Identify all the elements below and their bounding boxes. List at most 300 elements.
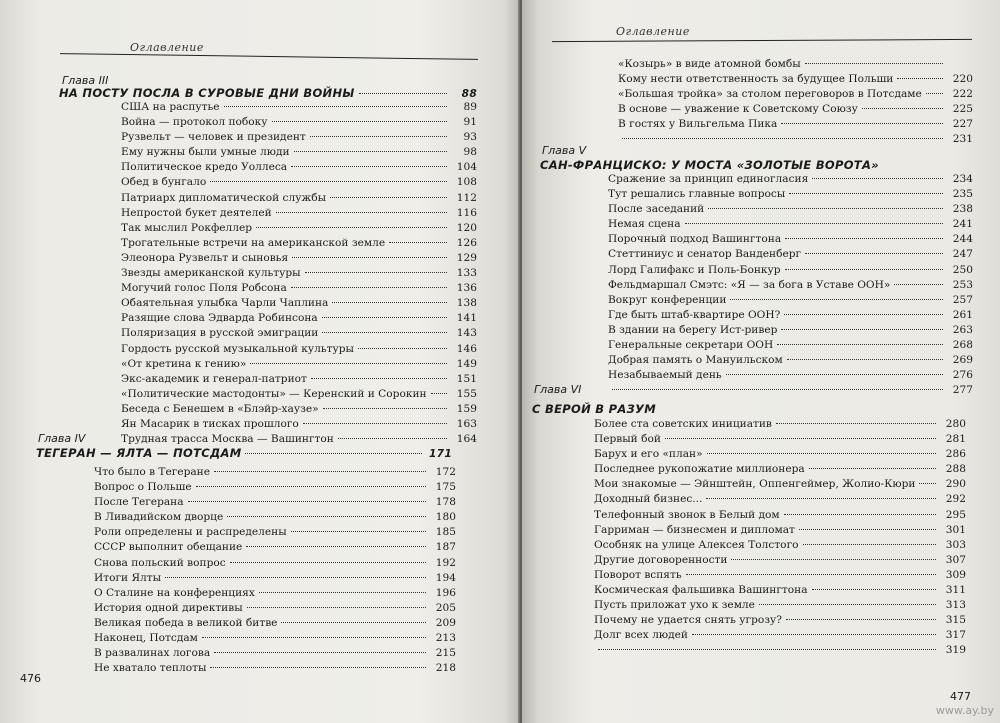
toc-entry [121, 252, 477, 267]
toc-entry-page: 261 [952, 308, 973, 321]
toc-entry-title: Обед в бунгало [121, 176, 207, 189]
toc-entry-title: Звезды американской культуры [121, 267, 301, 280]
dot-leader [202, 637, 426, 638]
toc-entry [121, 267, 477, 282]
toc-entry-page: 175 [435, 481, 456, 494]
toc-entry [94, 647, 456, 662]
chapter-title-text: НА ПОСТУ ПОСЛА В СУРОВЫЕ ДНИ ВОЙНЫ [59, 86, 355, 100]
toc-entry [121, 161, 477, 176]
toc-entry [608, 218, 973, 233]
toc-entry-title: Беседа с Бенешем в «Блэйр-хаузе» [121, 402, 319, 415]
chapter-label: Глава V [542, 144, 587, 157]
header-rule [60, 53, 478, 60]
toc-entry-page: 244 [952, 233, 973, 246]
dot-leader [210, 181, 447, 182]
toc-entry-title: Итоги Ялты [94, 571, 162, 584]
toc-entry-page: 288 [945, 463, 966, 476]
toc-entry [594, 433, 966, 448]
dot-leader [224, 106, 447, 107]
toc-entry-page: 253 [952, 278, 973, 291]
dot-leader [210, 667, 426, 668]
toc-entry [618, 118, 973, 133]
toc-entry [121, 312, 477, 327]
toc-entry-page: 172 [435, 466, 456, 478]
watermark: www.ay.by [935, 704, 994, 717]
toc-entry-title: Ян Масарик в тисках прошлого [121, 417, 299, 430]
dot-leader [777, 344, 943, 345]
dot-leader [431, 393, 447, 394]
dot-leader [785, 269, 943, 270]
toc-entry-page: 286 [945, 448, 966, 461]
page-number: 476 [20, 672, 41, 685]
toc-entry [594, 448, 966, 463]
toc-entry [121, 101, 477, 116]
toc-entry-page: 151 [456, 372, 477, 385]
toc-entry [121, 131, 477, 146]
toc-entry [121, 176, 477, 191]
toc-entry-page: 290 [945, 478, 966, 491]
toc-entry [608, 264, 973, 279]
entry-list [608, 173, 973, 399]
dot-leader [292, 257, 447, 258]
toc-entry-page: 276 [952, 369, 973, 382]
toc-entry-page: 235 [952, 188, 973, 201]
toc-entry-title: Космическая фальшивка Вашингтона [594, 584, 808, 597]
page-number: 477 [950, 690, 971, 703]
toc-entry [121, 327, 477, 342]
toc-entry-title: Обаятельная улыбка Чарли Чаплина [121, 297, 329, 310]
toc-entry-page: 218 [435, 662, 456, 675]
dot-leader [894, 284, 943, 285]
toc-entry-page: 315 [945, 614, 966, 627]
dot-leader [784, 314, 943, 315]
toc-entry-title: Гордость русской музыкальной культуры [121, 342, 354, 355]
dot-leader [598, 649, 936, 650]
toc-entry-title: Телефонный звонок в Белый дом [594, 508, 780, 521]
dot-leader [812, 589, 936, 590]
toc-entry [594, 614, 966, 629]
dot-leader [214, 652, 426, 653]
toc-entry-title: История одной директивы [94, 601, 243, 614]
entry-list [121, 101, 477, 448]
dot-leader [622, 138, 943, 139]
toc-entry [618, 58, 973, 73]
toc-entry-title: Трогательные встречи на американской земле [121, 236, 386, 249]
toc-entry [121, 373, 477, 388]
toc-entry-page: 317 [945, 629, 966, 642]
toc-entry [94, 496, 456, 511]
toc-entry-page: 178 [435, 496, 456, 509]
toc-entry [121, 146, 477, 161]
toc-entry-title: Более ста советских инициатив [594, 418, 772, 430]
dot-leader [789, 193, 943, 194]
dot-leader [332, 302, 447, 303]
toc-entry-page: 120 [456, 221, 477, 234]
dot-leader [708, 208, 943, 209]
dot-leader [311, 378, 447, 379]
toc-entry-title: Стеттиниус и сенатор Ванденберг [608, 248, 802, 261]
entry-list [618, 58, 973, 149]
toc-entry [608, 203, 973, 218]
dot-leader [685, 223, 943, 224]
toc-entry [121, 388, 477, 403]
dot-leader [730, 299, 943, 300]
toc-entry-title: Ему нужны были умные люди [121, 146, 290, 159]
toc-entry [94, 602, 456, 617]
dot-leader [781, 329, 943, 330]
toc-entry-page: 91 [463, 116, 477, 129]
toc-entry [94, 466, 456, 481]
toc-entry-page: 269 [952, 354, 973, 367]
dot-leader [214, 471, 426, 472]
toc-entry-title: Поворот вспять [594, 568, 682, 581]
right-page [522, 0, 1000, 723]
toc-entry [94, 557, 456, 572]
toc-entry [608, 369, 973, 384]
dot-leader [731, 559, 936, 560]
toc-entry [121, 282, 477, 297]
toc-entry [121, 418, 477, 433]
toc-entry [94, 541, 456, 556]
toc-entry-page: 281 [945, 433, 966, 446]
dot-leader [165, 577, 426, 578]
dot-leader [291, 166, 447, 167]
toc-entry [121, 343, 477, 358]
dot-leader [803, 544, 937, 545]
toc-entry-page: 192 [435, 556, 456, 569]
toc-entry-page: 196 [435, 586, 456, 599]
toc-entry-title: Немая сцена [608, 218, 681, 231]
toc-entry-page: 303 [945, 538, 966, 551]
dot-leader [256, 227, 447, 228]
toc-entry-title: После заседаний [608, 203, 705, 216]
dot-leader [862, 108, 943, 109]
toc-entry-page: 277 [952, 384, 973, 397]
toc-entry-page: 93 [463, 131, 477, 144]
toc-entry-page: 187 [435, 541, 456, 554]
dot-leader [389, 242, 447, 243]
chapter-page-number: 171 [428, 448, 452, 460]
dot-leader [196, 486, 426, 487]
toc-entry [94, 526, 456, 541]
toc-entry [594, 644, 966, 659]
running-head: Оглавление [130, 41, 204, 54]
toc-entry-page: 247 [952, 248, 973, 261]
toc-entry-title: США на распутье [121, 101, 220, 113]
toc-entry-title: В основе — уважение к Советскому Союзу [618, 103, 858, 116]
dot-leader [281, 622, 426, 623]
dot-leader [926, 93, 943, 94]
dot-leader [812, 178, 943, 179]
toc-entry-title: Фельдмаршал Смэтс: «Я — за бога в Уставе ООН» [608, 278, 891, 291]
toc-entry [94, 572, 456, 587]
toc-entry-title: Разящие слова Эдварда Робинсона [121, 312, 318, 325]
toc-entry-title: Могучий голос Поля Робсона [121, 282, 287, 295]
toc-entry-page: 141 [456, 312, 477, 325]
toc-entry-title: Снова польский вопрос [94, 556, 226, 569]
toc-entry-page: 116 [456, 206, 477, 219]
toc-entry-title: Первый бой [594, 433, 661, 446]
toc-entry-page: 126 [456, 236, 477, 249]
dot-leader [809, 468, 936, 469]
toc-entry [121, 207, 477, 222]
toc-entry-title: Вопрос о Польше [94, 481, 192, 494]
dot-leader [786, 619, 936, 620]
dot-leader [323, 408, 447, 409]
toc-entry-page: 309 [945, 568, 966, 581]
toc-entry [594, 599, 966, 614]
toc-entry-title: Пусть приложат ухо к земле [594, 599, 755, 612]
dot-leader [919, 483, 936, 484]
toc-entry-title: Особняк на улице Алексея Толстого [594, 538, 799, 551]
dot-leader [706, 498, 936, 499]
toc-entry [608, 248, 973, 263]
dot-leader [805, 63, 943, 64]
dot-leader [897, 78, 943, 79]
toc-entry-title: Порочный подход Вашингтона [608, 233, 782, 246]
toc-entry [94, 662, 456, 677]
toc-entry-title: Рузвельт — человек и президент [121, 131, 306, 144]
toc-entry-title: Непростой букет деятелей [121, 206, 272, 219]
toc-entry [94, 587, 456, 602]
toc-entry-title: В развалинах логова [94, 647, 211, 660]
toc-entry-page: 234 [952, 173, 973, 185]
toc-entry-page: 231 [952, 133, 973, 146]
toc-entry-page: 225 [952, 103, 973, 116]
toc-entry-title: Патриарх дипломатической службы [121, 191, 327, 204]
dot-leader [291, 531, 426, 532]
dot-leader [330, 197, 447, 198]
toc-entry-page: 159 [456, 402, 477, 415]
toc-entry [121, 116, 477, 131]
toc-entry-title: Так мыслил Рокфеллер [121, 221, 253, 234]
toc-entry-page: 136 [456, 282, 477, 295]
toc-entry [594, 509, 966, 524]
dot-leader [759, 604, 936, 605]
dot-leader [276, 212, 447, 213]
dot-leader [612, 389, 943, 390]
toc-entry [121, 192, 477, 207]
toc-entry-page: 163 [456, 417, 477, 430]
dot-leader [188, 501, 426, 502]
toc-entry-page: 209 [435, 616, 456, 629]
toc-entry-page: 292 [945, 493, 966, 506]
chapter-title-text: САН-ФРАНЦИСКО: У МОСТА «ЗОЛОТЫЕ ВОРОТА» [540, 158, 879, 172]
toc-entry-page: 112 [456, 191, 477, 204]
toc-entry-page: 307 [945, 553, 966, 566]
toc-entry-title: В гостях у Вильгельма Пика [618, 118, 778, 131]
dot-leader [322, 332, 447, 333]
toc-entry-page: 104 [456, 161, 477, 174]
toc-entry-title: В здании на берегу Ист-ривер [608, 323, 778, 336]
header-rule [552, 39, 972, 42]
toc-entry [608, 354, 973, 369]
dot-leader [245, 453, 422, 454]
toc-entry-title: Поляризация в русской эмиграции [121, 327, 319, 340]
toc-entry-title: «Большая тройка» за столом переговоров в Потсдаме [618, 88, 922, 101]
toc-entry [618, 88, 973, 103]
chapter-page-number: 88 [461, 88, 477, 100]
toc-entry [594, 539, 966, 554]
toc-entry-title: После Тегерана [94, 496, 184, 509]
chapter-title [59, 86, 477, 100]
toc-entry [594, 493, 966, 508]
toc-entry-title: СССР выполнит обещание [94, 541, 243, 554]
toc-entry-title: Генеральные секретари ООН [608, 339, 774, 352]
dot-leader [785, 238, 943, 239]
toc-entry-page: 194 [435, 571, 456, 584]
toc-entry [608, 309, 973, 324]
toc-entry-page: 129 [456, 251, 477, 264]
dot-leader [250, 363, 447, 364]
toc-entry-title: В Ливадийском дворце [94, 511, 224, 524]
toc-entry [608, 188, 973, 203]
toc-entry-page: 180 [435, 511, 456, 524]
toc-entry-page: 146 [456, 342, 477, 355]
toc-entry-title: Наконец, Потсдам [94, 632, 198, 645]
dot-leader [665, 438, 936, 439]
toc-entry-title: Что было в Тегеране [94, 466, 210, 478]
toc-entry-title: Вокруг конференции [608, 293, 727, 306]
toc-entry [608, 324, 973, 339]
toc-entry-title: Элеонора Рузвельт и сыновья [121, 251, 289, 264]
toc-entry-title: Война — протокол побоку [121, 116, 268, 129]
dot-leader [305, 272, 447, 273]
entry-list [94, 466, 456, 677]
toc-entry-page: 108 [456, 176, 477, 189]
toc-entry-title: Политическое кредо Уоллеса [121, 161, 288, 174]
chapter-title [540, 158, 879, 172]
toc-entry-title: Долг всех людей [594, 629, 688, 642]
toc-entry-page: 149 [456, 357, 477, 370]
toc-entry [121, 358, 477, 373]
dot-leader [776, 423, 936, 424]
toc-entry-page: 250 [952, 263, 973, 276]
toc-entry-title: Трудная трасса Москва — Вашингтон [121, 433, 334, 446]
toc-entry-page: 98 [463, 146, 477, 159]
toc-entry-title: «Козырь» в виде атомной бомбы [618, 58, 801, 70]
toc-entry-page: 220 [952, 73, 973, 86]
toc-entry [594, 418, 966, 433]
toc-entry-page: 89 [463, 101, 477, 113]
chapter-label: Глава IV [38, 432, 86, 445]
chapter-label: Глава VI [534, 383, 582, 396]
toc-entry-title: Где быть штаб-квартире ООН? [608, 308, 781, 321]
toc-entry [594, 463, 966, 478]
toc-entry-page: 222 [952, 88, 973, 101]
dot-leader [784, 514, 936, 515]
toc-entry [594, 584, 966, 599]
toc-entry-title: Лорд Галифакс и Поль-Бонкур [608, 263, 781, 276]
toc-entry [618, 103, 973, 118]
toc-entry-page: 268 [952, 339, 973, 352]
toc-entry [618, 73, 973, 88]
toc-entry-title: Тут решались главные вопросы [608, 188, 786, 201]
dot-leader [707, 453, 936, 454]
toc-entry-title: Добрая память о Мануильском [608, 354, 783, 367]
dot-leader [272, 121, 447, 122]
toc-entry-page: 227 [952, 118, 973, 131]
toc-entry [594, 629, 966, 644]
toc-entry [608, 173, 973, 188]
dot-leader [781, 123, 943, 124]
toc-entry-page: 133 [456, 267, 477, 280]
dot-leader [726, 374, 943, 375]
toc-entry-page: 311 [945, 584, 966, 597]
dot-leader [787, 359, 943, 360]
toc-entry [94, 617, 456, 632]
dot-leader [259, 592, 426, 593]
toc-entry-page: 280 [945, 418, 966, 430]
toc-entry-title: Роли определены и распределены [94, 526, 287, 539]
chapter-title [36, 446, 452, 460]
dot-leader [322, 317, 447, 318]
chapter-label: Глава III [62, 74, 109, 87]
toc-entry-title: Великая победа в великой битве [94, 616, 278, 629]
toc-entry-title: Гарриман — бизнесмен и дипломат [594, 523, 795, 536]
dot-leader [303, 423, 447, 424]
toc-entry-title: Мои знакомые — Эйнштейн, Оппенгеймер, Жолио-Кюри [594, 478, 916, 491]
toc-entry [594, 524, 966, 539]
dot-leader [291, 287, 447, 288]
toc-entry-title: Доходный бизнес... [594, 493, 703, 506]
toc-entry-page: 257 [952, 293, 973, 306]
toc-entry [594, 569, 966, 584]
toc-entry-page: 215 [435, 647, 456, 660]
toc-entry [618, 133, 973, 148]
dot-leader [247, 607, 426, 608]
toc-entry [608, 294, 973, 309]
toc-entry-page: 301 [945, 523, 966, 536]
dot-leader [227, 516, 426, 517]
toc-entry-title: Не хватало теплоты [94, 662, 207, 675]
toc-entry [608, 384, 973, 399]
toc-entry-title: «Политические мастодонты» — Керенский и Сорокин [121, 387, 427, 400]
toc-entry [94, 632, 456, 647]
toc-entry-title: Барух и его «план» [594, 448, 703, 461]
toc-entry [94, 511, 456, 526]
dot-leader [799, 529, 936, 530]
toc-entry-page: 138 [456, 297, 477, 310]
toc-entry-page: 319 [945, 644, 966, 657]
toc-entry [94, 481, 456, 496]
toc-entry-page: 205 [435, 601, 456, 614]
toc-entry-title: Сражение за принцип единогласия [608, 173, 809, 185]
toc-entry-page: 313 [945, 599, 966, 612]
toc-entry-page: 143 [456, 327, 477, 340]
toc-entry-title: «От кретина к гению» [121, 357, 247, 370]
toc-entry-page: 164 [456, 433, 477, 446]
toc-entry-title: Незабываемый день [608, 369, 722, 382]
toc-entry-page: 155 [456, 387, 477, 400]
dot-leader [358, 348, 447, 349]
toc-entry [121, 222, 477, 237]
toc-entry [608, 339, 973, 354]
dot-leader [294, 151, 447, 152]
dot-leader [246, 546, 426, 547]
toc-entry [594, 554, 966, 569]
toc-entry-title: Почему не удается снять угрозу? [594, 614, 782, 627]
toc-entry-page: 238 [952, 203, 973, 216]
toc-entry-title: Экс-академик и генерал-патриот [121, 372, 307, 385]
dot-leader [230, 562, 426, 563]
chapter-title-text: С ВЕРОЙ В РАЗУМ [532, 402, 656, 416]
running-head: Оглавление [616, 25, 690, 38]
toc-entry-title: Другие договоренности [594, 553, 728, 566]
toc-entry [608, 279, 973, 294]
toc-entry-page: 213 [435, 632, 456, 645]
dot-leader [338, 438, 447, 439]
